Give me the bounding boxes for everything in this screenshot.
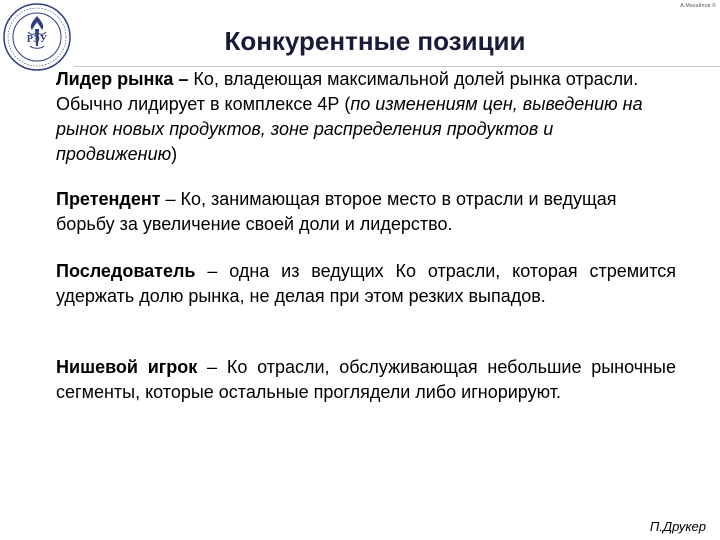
term-market-leader: Лидер рынка – — [56, 69, 189, 89]
definition-market-leader-tail: ) — [171, 144, 178, 164]
paragraph-follower — [56, 259, 676, 309]
term-follower: Последователь — [56, 261, 196, 281]
page-title: Конкурентные позиции — [224, 26, 526, 56]
definition-follower: – одна из ведущих Ко отрасли, которая стремится удержать долю рынка, не делая при этом резких выпадов. — [56, 261, 676, 306]
term-niche-player: Нишевой игрок — [56, 357, 198, 377]
definition-market-leader: Ко, владеющая максимальной долей рынка отрасли. Обычно лидирует в комплексе 4Р ( — [56, 69, 639, 114]
term-challenger: Претендент — [56, 189, 161, 209]
paragraph-challenger — [56, 187, 676, 237]
logo-text: РЭУ — [26, 34, 48, 45]
paragraph-market-leader — [56, 67, 676, 167]
definition-market-leader-italic: по изменениям цен, выведению на рынок новых продуктов, зоне распределения продуктов и продвижению — [56, 94, 643, 164]
definition-challenger: – Ко, занимающая второе место в отрасли и ведущая борьбу за увеличение своей доли и лидерство. — [56, 189, 617, 234]
definition-niche-player: – Ко отрасли, обслуживающая небольшие рыночные сегменты, которые остальные проглядели либо игнорируют. — [56, 357, 677, 402]
author-signature: П.Друкер — [649, 519, 706, 534]
paragraph-niche-player — [56, 355, 676, 405]
copyright-mark: А.Михайлов © — [680, 3, 716, 9]
